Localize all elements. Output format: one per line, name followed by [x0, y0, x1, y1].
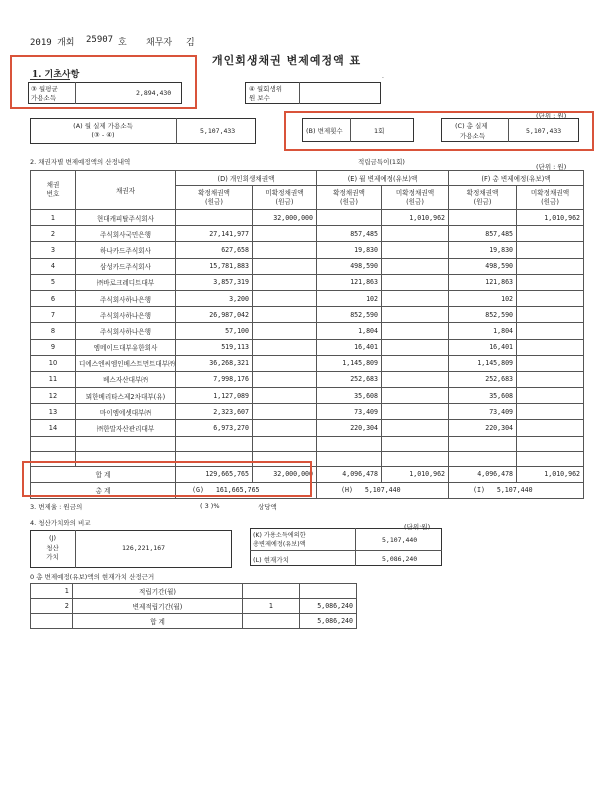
row-d-confirmed: 1,127,089: [176, 388, 253, 404]
basis-sum-label: 합 계: [73, 614, 243, 629]
liquidation-label-1: (J): [49, 534, 56, 542]
monthly-income-label-2: (③ - ④): [91, 131, 115, 139]
row-f-unconfirmed: [517, 404, 584, 420]
row-f-confirmed: 498,590: [449, 258, 517, 274]
row-d-confirmed: 519,113: [176, 339, 253, 355]
basis-row-no: 2: [31, 599, 73, 614]
row-no: 7: [31, 307, 76, 323]
row-f-unconfirmed: [517, 355, 584, 371]
row-e-unconfirmed: [382, 404, 449, 420]
total-i-value: 5,107,440: [496, 486, 533, 495]
row-f-confirmed: 1,145,809: [449, 355, 517, 371]
total-h-value: 5,107,440: [364, 486, 401, 495]
row-d-unconfirmed: [253, 323, 317, 339]
section-2-subtitle: 적립금특이(1회): [358, 158, 405, 166]
row-f-confirmed: 857,485: [449, 226, 517, 242]
total-h-label: (H): [341, 486, 353, 495]
row-no: 6: [31, 290, 76, 306]
row-e-confirmed: 220,304: [317, 420, 382, 436]
row-e-unconfirmed: [382, 307, 449, 323]
income-label-1: ③ 월평균: [31, 85, 58, 93]
row-d-confirmed: 3,857,319: [176, 274, 253, 290]
sum-d-unconfirmed: 32,000,000: [253, 466, 317, 482]
unit-label-2: (단위 : 원): [536, 163, 567, 171]
row-creditor: 뫼한베리타스제2차대부(유): [76, 388, 176, 404]
col-header-e-unconfirmed: 미확정채권액 (원금): [382, 186, 449, 210]
income-value: 2,894,430: [136, 89, 172, 97]
row-d-unconfirmed: [253, 242, 317, 258]
section-5-title: 0 총 변제예정(유보)액의 현재가치 산정근거: [30, 573, 155, 581]
debtor-name: 김: [186, 38, 195, 48]
row-no: 1: [31, 210, 76, 226]
col-header-d: (D) 개인회생채권액: [176, 171, 317, 186]
unit-label-3: (단위:원): [404, 523, 431, 531]
row-creditor: 주식회사하나은행: [76, 307, 176, 323]
table-row: [31, 274, 584, 290]
row-d-unconfirmed: [253, 420, 317, 436]
row-d-confirmed: 3,200: [176, 290, 253, 306]
row-d-confirmed: 27,141,977: [176, 226, 253, 242]
present-value-basis-table: [30, 583, 357, 629]
total-label: 총 계: [31, 482, 176, 498]
table-row: [31, 226, 584, 242]
basis-row-no: 1: [31, 584, 73, 599]
debtor-label: 채무자: [146, 38, 173, 48]
row-no: 3: [31, 242, 76, 258]
creditor-rows: [31, 210, 584, 437]
total-income-label-2: 가용소득: [460, 132, 486, 140]
row-e-confirmed: 498,590: [317, 258, 382, 274]
col-header-no: 채권 번호: [31, 171, 76, 210]
row-creditor: 주식회사국민은행: [76, 226, 176, 242]
total-income-label-1: (C) 총 실제: [455, 122, 488, 130]
row-creditor: 현대캐피탈주식회사: [76, 210, 176, 226]
row-d-confirmed: 26,987,042: [176, 307, 253, 323]
row-f-confirmed: 35,608: [449, 388, 517, 404]
case-year: 2019 개회: [30, 38, 75, 48]
row-creditor: 엠메이드대부유한회사: [76, 339, 176, 355]
row-e-unconfirmed: [382, 242, 449, 258]
row-e-confirmed: 857,485: [317, 226, 382, 242]
trustee-fee-label-1: ④ 월회생위: [249, 85, 283, 93]
section-4-title: 4. 청산가치와의 비교: [30, 519, 91, 527]
row-e-confirmed: 16,401: [317, 339, 382, 355]
row-f-unconfirmed: [517, 371, 584, 387]
row-e-unconfirmed: [382, 274, 449, 290]
row-f-unconfirmed: [517, 388, 584, 404]
monthly-income-value: 5,107,433: [200, 127, 236, 135]
row-creditor: 베스자산대부㈜: [76, 371, 176, 387]
col-header-creditor: 채권자: [76, 171, 176, 210]
row-e-unconfirmed: [382, 226, 449, 242]
section-3-label: 3. 변제율 : 원금의: [30, 503, 83, 511]
k-label-1: (K) 가용소득에의한: [253, 532, 306, 539]
row-no: 9: [31, 339, 76, 355]
trustee-fee-label-2: 원 보수: [249, 94, 270, 102]
row-e-confirmed: 73,409: [317, 404, 382, 420]
table-row: [31, 404, 584, 420]
row-no: 8: [31, 323, 76, 339]
row-d-confirmed: 6,973,270: [176, 420, 253, 436]
repayment-count-divider: [350, 118, 351, 142]
row-e-unconfirmed: [382, 323, 449, 339]
row-f-unconfirmed: [517, 226, 584, 242]
col-header-f-unconfirmed: 미확정채권액 (원금): [517, 186, 584, 210]
section-1-title: 1. 기초사항: [32, 70, 80, 80]
row-d-confirmed: 627,658: [176, 242, 253, 258]
income-box-divider: [75, 82, 76, 104]
row-d-unconfirmed: [253, 388, 317, 404]
table-row: [31, 339, 584, 355]
row-d-unconfirmed: [253, 355, 317, 371]
k-label-2: 총변제예정(유보)액: [253, 541, 306, 548]
sum-e-unconfirmed: 1,010,962: [382, 466, 449, 482]
row-e-unconfirmed: [382, 388, 449, 404]
row-e-confirmed: 252,683: [317, 371, 382, 387]
total-income-divider: [508, 118, 509, 142]
table-row: [31, 371, 584, 387]
trustee-fee-divider: [299, 82, 300, 104]
row-f-unconfirmed: [517, 274, 584, 290]
row-no: 12: [31, 388, 76, 404]
row-f-unconfirmed: [517, 242, 584, 258]
row-no: 11: [31, 371, 76, 387]
section-3-value: ( 3 )%: [200, 502, 220, 510]
table-row: [31, 210, 584, 226]
row-d-unconfirmed: [253, 290, 317, 306]
section-3-suffix: 상당액: [258, 503, 277, 511]
table-row: [31, 290, 584, 306]
row-creditor: 주식회사하나은행: [76, 323, 176, 339]
row-f-confirmed: [449, 210, 517, 226]
table-row: [31, 420, 584, 436]
total-g-label: (G): [192, 486, 204, 495]
sum-label: 합 계: [31, 466, 176, 482]
row-d-unconfirmed: 32,000,000: [253, 210, 317, 226]
row-f-confirmed: 102: [449, 290, 517, 306]
row-f-confirmed: 121,863: [449, 274, 517, 290]
highlight-totals: [22, 461, 312, 497]
l-value: 5,086,240: [382, 555, 418, 563]
monthly-income-label-1: (A) 월 실제 가용소득: [73, 122, 133, 130]
row-f-unconfirmed: [517, 323, 584, 339]
sum-d-confirmed: 129,665,765: [176, 466, 253, 482]
col-header-d-confirmed: 확정채권액 (원금): [176, 186, 253, 210]
basis-row-value: 5,086,240: [300, 599, 357, 614]
case-number: 25907: [86, 35, 114, 45]
repayment-count-value: 1회: [374, 127, 385, 135]
row-d-confirmed: [176, 210, 253, 226]
row-creditor: 하나카드주식회사: [76, 242, 176, 258]
basis-row-count: [243, 584, 300, 599]
row-e-confirmed: 102: [317, 290, 382, 306]
row-d-confirmed: 7,998,176: [176, 371, 253, 387]
creditor-table: [30, 170, 584, 499]
row-f-confirmed: 73,409: [449, 404, 517, 420]
income-label-2: 가용소득: [31, 94, 57, 102]
row-d-unconfirmed: [253, 226, 317, 242]
row-no: 10: [31, 355, 76, 371]
row-f-confirmed: 1,804: [449, 323, 517, 339]
col-header-f: (F) 총 변제예정(유보)액: [449, 171, 584, 186]
row-f-unconfirmed: [517, 420, 584, 436]
row-no: 2: [31, 226, 76, 242]
row-e-confirmed: 1,804: [317, 323, 382, 339]
row-d-confirmed: 57,100: [176, 323, 253, 339]
row-creditor: ㈜바로크레디트대부: [76, 274, 176, 290]
col-header-d-unconfirmed: 미확정채권액 (원금): [253, 186, 317, 210]
row-d-confirmed: 15,781,883: [176, 258, 253, 274]
row-e-confirmed: [317, 210, 382, 226]
col-header-e-confirmed: 확정채권액 (원금): [317, 186, 382, 210]
row-f-confirmed: 252,683: [449, 371, 517, 387]
row-f-confirmed: 220,304: [449, 420, 517, 436]
table-row: [31, 388, 584, 404]
row-creditor: 주식회사하나은행: [76, 290, 176, 306]
row-creditor: ㈜한말자산관리대부: [76, 420, 176, 436]
row-e-unconfirmed: [382, 420, 449, 436]
basis-row-count: 1: [243, 599, 300, 614]
row-no: 5: [31, 274, 76, 290]
row-f-unconfirmed: [517, 307, 584, 323]
total-g-value: 161,665,765: [215, 486, 260, 495]
row-no: 14: [31, 420, 76, 436]
row-creditor: 디에스엔씨엠인베스트먼트대부㈜: [76, 355, 176, 371]
total-i-label: (I): [473, 486, 485, 495]
col-header-e: (E) 월 변제예정(유보)액: [317, 171, 449, 186]
row-f-unconfirmed: [517, 339, 584, 355]
unit-label-1: (단위 : 원): [536, 112, 567, 120]
row-f-unconfirmed: 1,010,962: [517, 210, 584, 226]
row-e-confirmed: 1,145,809: [317, 355, 382, 371]
sum-f-unconfirmed: 1,010,962: [517, 466, 584, 482]
liquidation-divider: [75, 530, 76, 568]
row-f-confirmed: 19,830: [449, 242, 517, 258]
col-header-f-confirmed: 확정채권액 (원금): [449, 186, 517, 210]
row-e-unconfirmed: [382, 290, 449, 306]
row-d-unconfirmed: [253, 339, 317, 355]
row-no: 13: [31, 404, 76, 420]
table-row: [31, 307, 584, 323]
liquidation-label-2: 청산: [46, 544, 59, 552]
basis-row-label: 변제적립기간(월): [73, 599, 243, 614]
row-e-unconfirmed: [382, 371, 449, 387]
present-value-row-divider: [250, 550, 442, 551]
row-e-confirmed: 35,608: [317, 388, 382, 404]
row-f-confirmed: 852,590: [449, 307, 517, 323]
liquidation-label-3: 가치: [46, 553, 59, 561]
basis-sum-value: 5,086,240: [300, 614, 357, 629]
l-label: (L) 현재가치: [253, 556, 289, 564]
row-e-unconfirmed: [382, 355, 449, 371]
row-f-unconfirmed: [517, 258, 584, 274]
row-e-unconfirmed: [382, 258, 449, 274]
table-row: [31, 242, 584, 258]
liquidation-value: 126,221,167: [122, 544, 166, 552]
monthly-income-divider: [176, 118, 177, 144]
table-row: [31, 323, 584, 339]
row-d-confirmed: 2,323,607: [176, 404, 253, 420]
row-e-unconfirmed: [382, 339, 449, 355]
basis-row-label: 적립기간(월): [73, 584, 243, 599]
row-creditor: 삼성카드주식회사: [76, 258, 176, 274]
present-value-divider: [355, 528, 356, 566]
basis-row-value: [300, 584, 357, 599]
row-d-confirmed: 36,268,321: [176, 355, 253, 371]
k-value: 5,107,440: [382, 536, 418, 544]
row-no: 4: [31, 258, 76, 274]
row-e-confirmed: 121,863: [317, 274, 382, 290]
case-suffix: 호: [118, 38, 127, 48]
row-f-unconfirmed: [517, 290, 584, 306]
section-1-underline: [30, 79, 70, 80]
table-row: [31, 258, 584, 274]
row-creditor: 마이엠에셋대부㈜: [76, 404, 176, 420]
total-income-value: 5,107,433: [526, 127, 562, 135]
row-e-confirmed: 852,590: [317, 307, 382, 323]
table-row: [31, 355, 584, 371]
row-e-unconfirmed: 1,010,962: [382, 210, 449, 226]
sum-e-confirmed: 4,096,478: [317, 466, 382, 482]
row-d-unconfirmed: [253, 371, 317, 387]
row-e-confirmed: 19,830: [317, 242, 382, 258]
row-f-confirmed: 16,401: [449, 339, 517, 355]
row-d-unconfirmed: [253, 307, 317, 323]
row-d-unconfirmed: [253, 274, 317, 290]
row-d-unconfirmed: [253, 258, 317, 274]
page-title: 개인회생채권 변제예정액 표: [212, 54, 362, 67]
sum-f-confirmed: 4,096,478: [449, 466, 517, 482]
row-d-unconfirmed: [253, 404, 317, 420]
section-2-title: 2. 채권자별 변제예정액의 산정내역: [30, 158, 131, 166]
repayment-count-label: (B) 변제횟수: [306, 127, 343, 135]
